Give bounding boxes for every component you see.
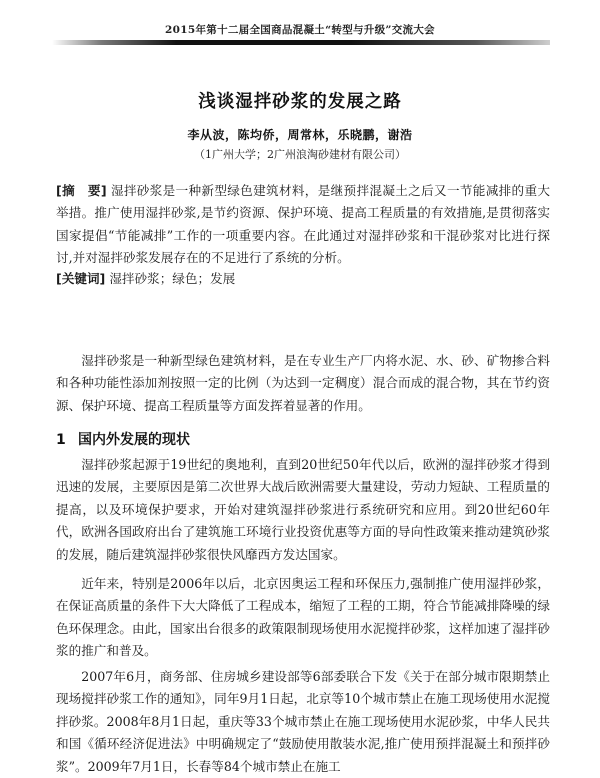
abstract-label: [摘 要] bbox=[56, 183, 107, 198]
header-rule bbox=[52, 40, 550, 45]
paragraph-text: 湿拌砂浆起源于19世纪的奥地利，直到20世纪50年代以后，欧洲的湿拌砂浆才得到迅速的发展，主要原因是第二次世界大战后欧洲需要大量建设，劳动力短缺、工程质量的提高，以及环境保护要求，开始对建筑湿拌砂浆进行系统研究和应用。到20世纪60年代，欧洲各国政府出台了建筑施工环境行业投资优惠等方面的导向性政策来推动建筑砂浆的发展，随后建筑湿拌砂浆很快风靡西方发达国家。 bbox=[56, 457, 550, 562]
running-header: 2015年第十二届全国商品混凝土“转型与升级”交流大会 bbox=[165, 24, 435, 36]
paragraph-text: 2007年6月，商务部、住房城乡建设部等6部委联合下发《关于在部分城市限期禁止现场搅拌砂浆工作的通知》，同年9月1日起，北京等10个城市禁止在施工现场使用水泥搅拌砂浆。2008年8月1日起，重庆等33个城市禁止在施工现场使用水泥砂浆，中华人民共和国《循环经济促进法》中明确规定了“鼓励使用散装水泥,推广使用预拌混凝土和预拌砂浆”。2009年7月1日，长春等84个城市禁止在施工 bbox=[56, 669, 550, 774]
section-heading bbox=[56, 429, 190, 449]
paragraph-text: 近年来，特别是2006年以后，北京因奥运工程和环保压力,强制推广使用湿拌砂浆，在保证高质量的条件下大大降低了工程成本，缩短了工程的工期，符合节能减排降噪的绿色环保理念。由此，国家出台很多的政策限制现场使用水泥搅拌砂浆，这样加速了湿拌砂浆的推广和普及。 bbox=[56, 576, 550, 659]
authors: 李从波，陈均侨，周常林，乐晓鹏，谢浩 bbox=[187, 128, 413, 142]
section-title: 国内外发展的现状 bbox=[78, 432, 190, 448]
paper-title: 浅谈湿拌砂浆的发展之路 bbox=[198, 92, 402, 112]
keywords-label: [关键词] bbox=[56, 271, 106, 286]
affiliation: （1广州大学；2广州浪淘砂建材有限公司） bbox=[194, 148, 406, 161]
body-paragraph-2 bbox=[56, 573, 550, 663]
body-paragraph-3 bbox=[56, 666, 550, 778]
intro-text: 湿拌砂浆是一种新型绿色建筑材料，是在专业生产厂内将水泥、水、砂、矿物掺合料和各种功能性添加剂按照一定的比例（为达到一定稠度）混合而成的混合物，其在节约资源、保护环境、提高工程质量等方面发挥着显著的作用。 bbox=[56, 353, 550, 413]
keywords-text: 湿拌砂浆；绿色；发展 bbox=[109, 271, 236, 286]
keywords bbox=[56, 268, 550, 290]
intro-paragraph bbox=[56, 350, 550, 417]
abstract-text: 湿拌砂浆是一种新型绿色建筑材料，是继预拌混凝土之后又一节能减排的重大举措。推广使用湿拌砂浆,是节约资源、保护环境、提高工程质量的有效措施,是贯彻落实国家提倡“节能减排”工作的一项重要内容。在此通过对湿拌砂浆和干混砂浆对比进行探讨,并对湿拌砂浆发展存在的不足进行了系统的分析。 bbox=[56, 183, 550, 266]
abstract bbox=[56, 180, 550, 270]
section-number: 1 bbox=[56, 432, 66, 448]
body-paragraph-1 bbox=[56, 454, 550, 566]
